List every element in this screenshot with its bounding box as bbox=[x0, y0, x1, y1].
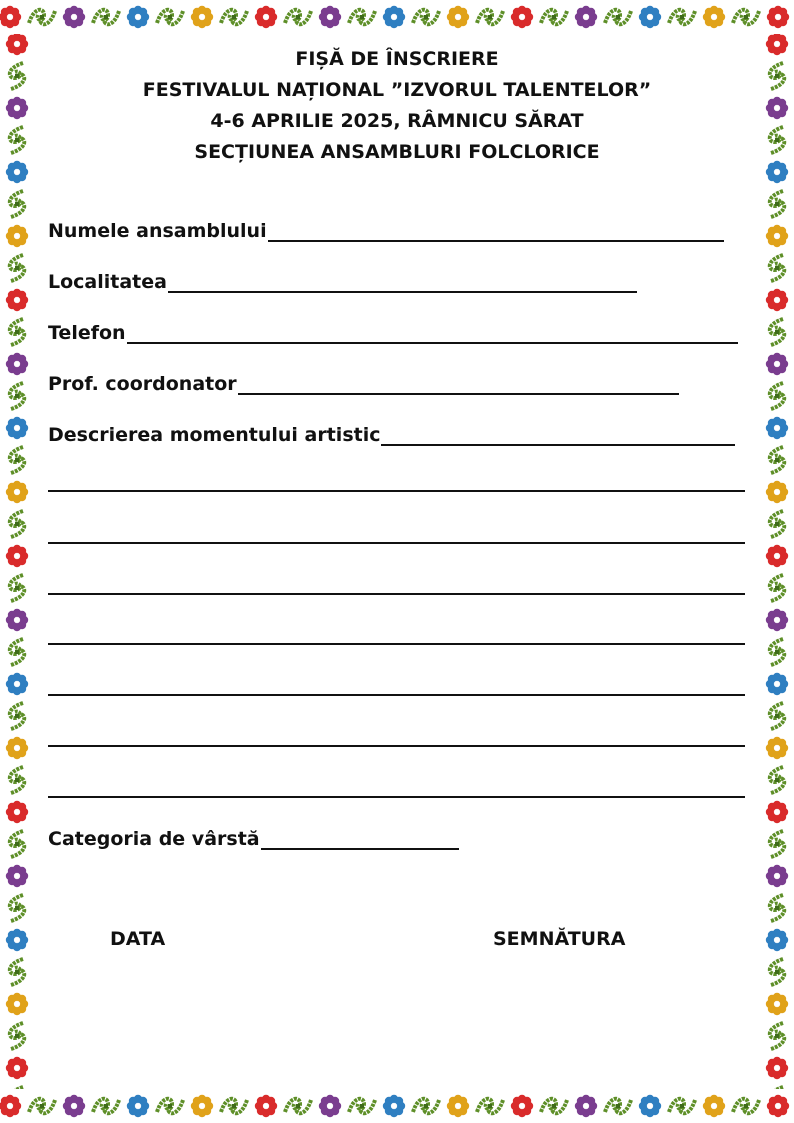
description-line-1[interactable] bbox=[48, 490, 745, 492]
flower-motif-icon bbox=[447, 1095, 469, 1117]
leaf-motif-icon bbox=[770, 255, 785, 281]
embroidery-border-left bbox=[0, 34, 34, 1089]
leaf-motif-icon bbox=[770, 127, 785, 153]
flower-motif-icon bbox=[383, 6, 405, 28]
age-category-field bbox=[48, 826, 459, 850]
leaf-motif-icon bbox=[10, 639, 25, 665]
flower-motif-icon bbox=[6, 161, 28, 183]
description-line-7[interactable] bbox=[48, 796, 745, 798]
flower-motif-icon bbox=[766, 929, 788, 951]
flower-motif-icon bbox=[6, 737, 28, 759]
phone-field bbox=[48, 320, 738, 344]
locality-label: Localitatea bbox=[48, 271, 167, 293]
flower-motif-icon bbox=[63, 6, 85, 28]
flower-motif-icon bbox=[766, 353, 788, 375]
leaf-motif-icon bbox=[770, 831, 785, 857]
leaf-motif-icon bbox=[541, 10, 567, 25]
leaf-motif-icon bbox=[605, 1099, 631, 1114]
leaf-motif-icon bbox=[413, 10, 439, 25]
flower-motif-icon bbox=[383, 1095, 405, 1117]
leaf-motif-icon bbox=[770, 191, 785, 217]
description-blank[interactable] bbox=[381, 426, 735, 446]
leaf-motif-icon bbox=[157, 10, 183, 25]
age-category-blank[interactable] bbox=[261, 830, 459, 850]
coordinator-label: Prof. coordonator bbox=[48, 373, 237, 395]
leaf-motif-icon bbox=[770, 1023, 785, 1049]
flower-motif-icon bbox=[766, 481, 788, 503]
description-field bbox=[48, 422, 735, 446]
flower-motif-icon bbox=[191, 6, 213, 28]
flower-motif-icon bbox=[767, 6, 789, 28]
leaf-motif-icon bbox=[770, 1087, 785, 1089]
leaf-motif-icon bbox=[413, 1099, 439, 1114]
ensemble-name-field bbox=[48, 218, 724, 242]
flower-motif-icon bbox=[447, 6, 469, 28]
flower-motif-icon bbox=[6, 353, 28, 375]
leaf-motif-icon bbox=[10, 191, 25, 217]
description-label: Descrierea momentului artistic bbox=[48, 424, 381, 446]
leaf-motif-icon bbox=[669, 10, 695, 25]
flower-motif-icon bbox=[6, 609, 28, 631]
embroidery-border-bottom bbox=[0, 1089, 794, 1123]
leaf-motif-icon bbox=[770, 63, 785, 89]
signature-label: SEMNĂTURA bbox=[493, 928, 626, 950]
leaf-motif-icon bbox=[10, 319, 25, 345]
flower-motif-icon bbox=[127, 1095, 149, 1117]
description-line-5[interactable] bbox=[48, 694, 745, 696]
flower-motif-icon bbox=[0, 1095, 21, 1117]
flower-motif-icon bbox=[6, 225, 28, 247]
locality-blank[interactable] bbox=[168, 273, 637, 293]
phone-label: Telefon bbox=[48, 322, 126, 344]
flower-motif-icon bbox=[766, 417, 788, 439]
flower-motif-icon bbox=[703, 1095, 725, 1117]
leaf-motif-icon bbox=[733, 1099, 759, 1114]
leaf-motif-icon bbox=[605, 10, 631, 25]
leaf-motif-icon bbox=[669, 1099, 695, 1114]
leaf-motif-icon bbox=[770, 959, 785, 985]
leaf-motif-icon bbox=[10, 1023, 25, 1049]
flower-motif-icon bbox=[703, 6, 725, 28]
flower-motif-icon bbox=[6, 993, 28, 1015]
leaf-motif-icon bbox=[10, 1087, 25, 1089]
flower-motif-icon bbox=[766, 225, 788, 247]
leaf-motif-icon bbox=[10, 575, 25, 601]
leaf-motif-icon bbox=[157, 1099, 183, 1114]
leaf-motif-icon bbox=[10, 959, 25, 985]
flower-motif-icon bbox=[127, 6, 149, 28]
flower-motif-icon bbox=[639, 6, 661, 28]
leaf-motif-icon bbox=[770, 383, 785, 409]
description-line-2[interactable] bbox=[48, 542, 745, 544]
flower-motif-icon bbox=[255, 1095, 277, 1117]
leaf-motif-icon bbox=[770, 703, 785, 729]
form-header bbox=[40, 44, 754, 168]
flower-motif-icon bbox=[319, 6, 341, 28]
flower-motif-icon bbox=[766, 34, 788, 55]
flower-motif-icon bbox=[766, 609, 788, 631]
flower-motif-icon bbox=[6, 417, 28, 439]
leaf-motif-icon bbox=[285, 10, 311, 25]
leaf-motif-icon bbox=[29, 10, 55, 25]
flower-motif-icon bbox=[575, 6, 597, 28]
flower-motif-icon bbox=[766, 289, 788, 311]
coordinator-blank[interactable] bbox=[238, 375, 679, 395]
leaf-motif-icon bbox=[770, 639, 785, 665]
ensemble-name-label: Numele ansamblului bbox=[48, 220, 267, 242]
flower-motif-icon bbox=[766, 545, 788, 567]
leaf-motif-icon bbox=[770, 319, 785, 345]
leaf-motif-icon bbox=[541, 1099, 567, 1114]
flower-motif-icon bbox=[63, 1095, 85, 1117]
date-label: DATA bbox=[110, 928, 166, 950]
flower-motif-icon bbox=[511, 1095, 533, 1117]
leaf-motif-icon bbox=[733, 10, 759, 25]
leaf-motif-icon bbox=[10, 767, 25, 793]
leaf-motif-icon bbox=[93, 1099, 119, 1114]
phone-blank[interactable] bbox=[127, 324, 738, 344]
leaf-motif-icon bbox=[10, 895, 25, 921]
flower-motif-icon bbox=[6, 34, 28, 55]
festival-date-place: 4-6 APRILIE 2025, RÂMNICU SĂRAT bbox=[210, 110, 584, 132]
leaf-motif-icon bbox=[10, 703, 25, 729]
flower-motif-icon bbox=[6, 481, 28, 503]
flower-motif-icon bbox=[6, 865, 28, 887]
leaf-motif-icon bbox=[285, 1099, 311, 1114]
leaf-motif-icon bbox=[770, 575, 785, 601]
flower-motif-icon bbox=[767, 1095, 789, 1117]
flower-motif-icon bbox=[6, 801, 28, 823]
locality-field bbox=[48, 269, 637, 293]
leaf-motif-icon bbox=[93, 10, 119, 25]
flower-motif-icon bbox=[6, 1057, 28, 1079]
leaf-motif-icon bbox=[10, 127, 25, 153]
leaf-motif-icon bbox=[349, 1099, 375, 1114]
flower-motif-icon bbox=[6, 289, 28, 311]
flower-motif-icon bbox=[766, 737, 788, 759]
leaf-motif-icon bbox=[10, 383, 25, 409]
flower-motif-icon bbox=[0, 6, 21, 28]
flower-motif-icon bbox=[6, 929, 28, 951]
embroidery-border-right bbox=[760, 34, 794, 1089]
leaf-motif-icon bbox=[29, 1099, 55, 1114]
age-category-label: Categoria de vârstă bbox=[48, 828, 260, 850]
embroidery-border-top bbox=[0, 0, 794, 34]
flower-motif-icon bbox=[511, 6, 533, 28]
flower-motif-icon bbox=[6, 673, 28, 695]
border-top-pattern bbox=[0, 0, 794, 34]
flower-motif-icon bbox=[575, 1095, 597, 1117]
leaf-motif-icon bbox=[349, 10, 375, 25]
leaf-motif-icon bbox=[10, 447, 25, 473]
flower-motif-icon bbox=[766, 97, 788, 119]
flower-motif-icon bbox=[766, 161, 788, 183]
flower-motif-icon bbox=[766, 673, 788, 695]
border-right-pattern bbox=[760, 34, 794, 1089]
leaf-motif-icon bbox=[770, 895, 785, 921]
flower-motif-icon bbox=[639, 1095, 661, 1117]
leaf-motif-icon bbox=[10, 511, 25, 537]
coordinator-field bbox=[48, 371, 679, 395]
flower-motif-icon bbox=[6, 545, 28, 567]
leaf-motif-icon bbox=[477, 1099, 503, 1114]
flower-motif-icon bbox=[255, 6, 277, 28]
flower-motif-icon bbox=[766, 993, 788, 1015]
flower-motif-icon bbox=[319, 1095, 341, 1117]
leaf-motif-icon bbox=[770, 511, 785, 537]
ensemble-name-blank[interactable] bbox=[268, 222, 724, 242]
leaf-motif-icon bbox=[221, 10, 247, 25]
festival-name: FESTIVALUL NAȚIONAL ”IZVORUL TALENTELOR” bbox=[142, 79, 652, 101]
leaf-motif-icon bbox=[221, 1099, 247, 1114]
festival-section: SECȚIUNEA ANSAMBLURI FOLCLORICE bbox=[194, 141, 600, 163]
leaf-motif-icon bbox=[10, 831, 25, 857]
flower-motif-icon bbox=[191, 1095, 213, 1117]
flower-motif-icon bbox=[766, 1057, 788, 1079]
leaf-motif-icon bbox=[10, 63, 25, 89]
leaf-motif-icon bbox=[10, 255, 25, 281]
flower-motif-icon bbox=[766, 865, 788, 887]
description-line-3[interactable] bbox=[48, 593, 745, 595]
border-bottom-pattern bbox=[0, 1089, 794, 1123]
flower-motif-icon bbox=[6, 97, 28, 119]
border-left-pattern bbox=[0, 34, 34, 1089]
form-title: FIȘĂ DE ÎNSCRIERE bbox=[295, 48, 499, 70]
leaf-motif-icon bbox=[477, 10, 503, 25]
leaf-motif-icon bbox=[770, 767, 785, 793]
leaf-motif-icon bbox=[770, 447, 785, 473]
description-line-6[interactable] bbox=[48, 745, 745, 747]
flower-motif-icon bbox=[766, 801, 788, 823]
description-line-4[interactable] bbox=[48, 643, 745, 645]
